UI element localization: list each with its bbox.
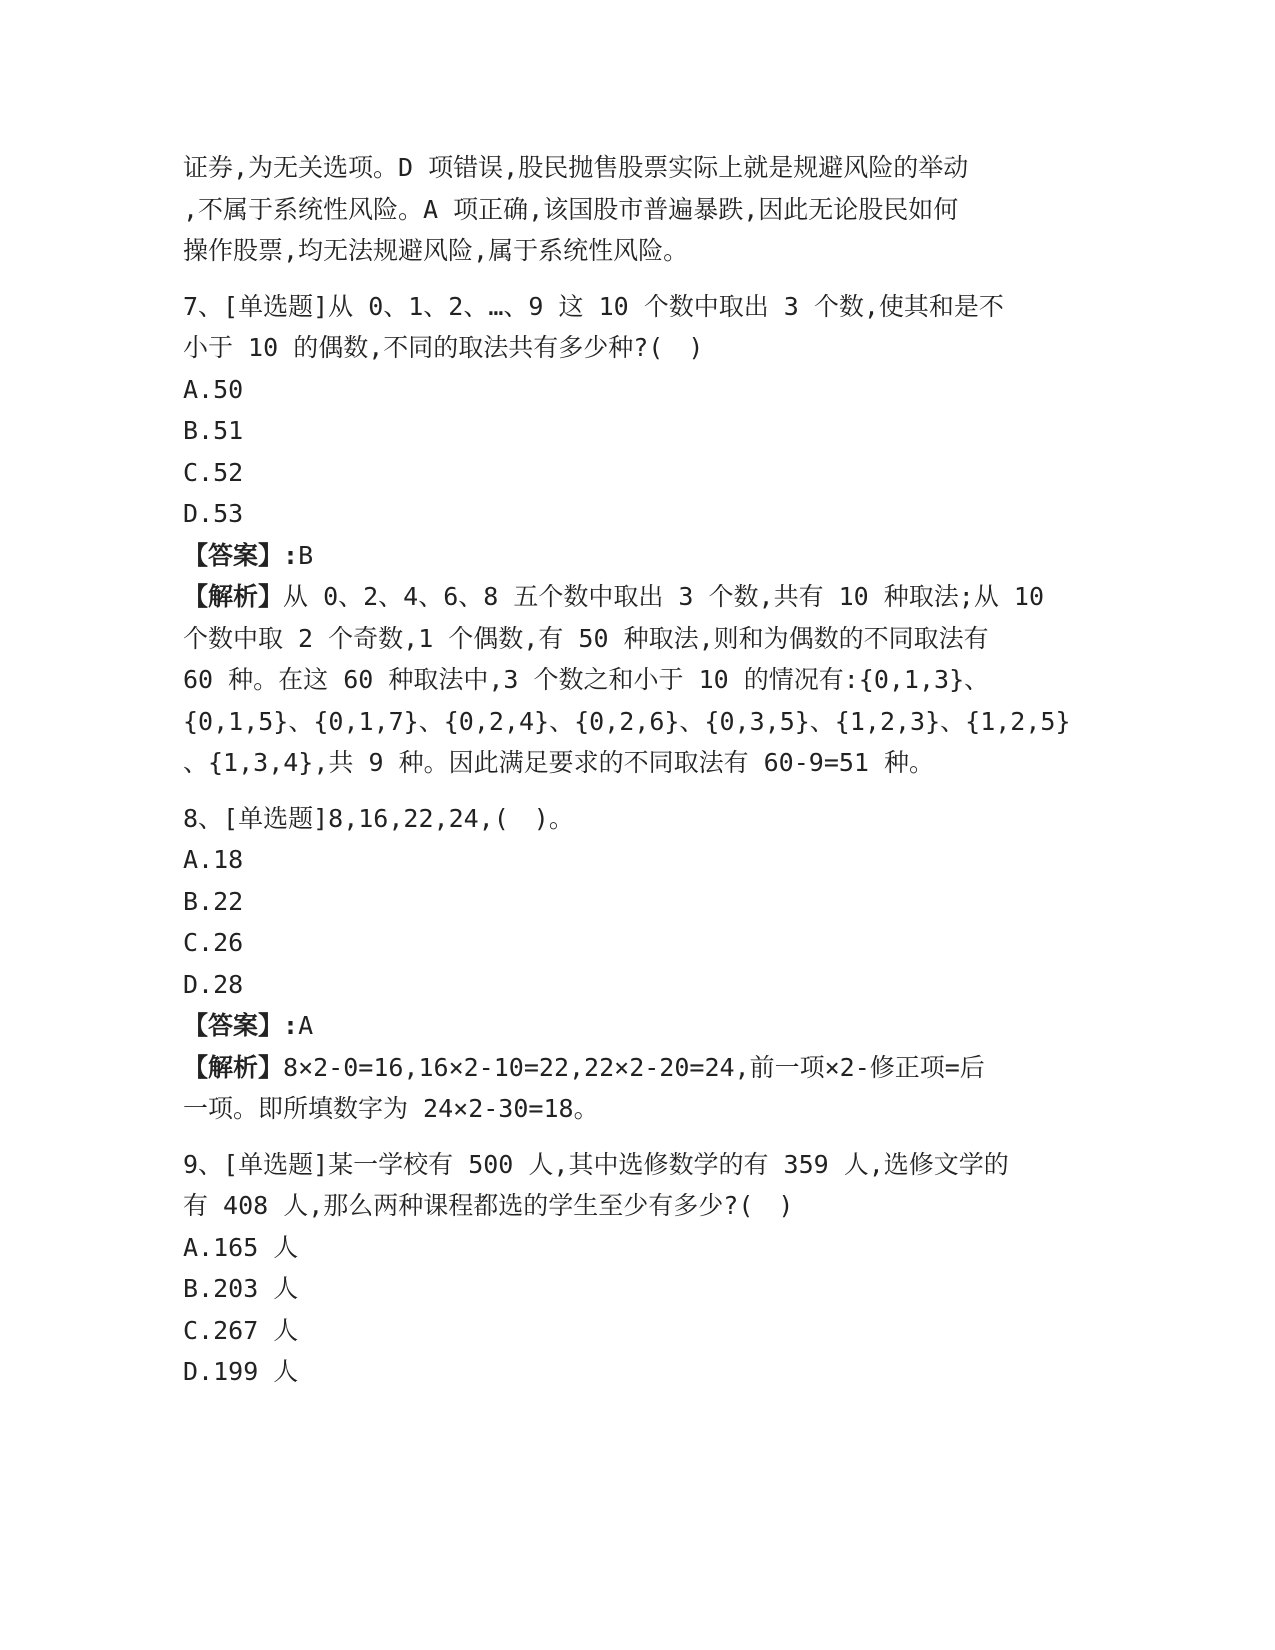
question-stem: 8、[单选题]8,16,22,24,( )。 bbox=[183, 803, 574, 833]
question-stem: 小于 10 的偶数,不同的取法共有多少种?( ) bbox=[183, 333, 704, 362]
analysis-text: {0,1,5}、{0,1,7}、{0,2,4}、{0,2,6}、{0,3,5}、{1,2,3}、{1,2,5} bbox=[183, 706, 1071, 736]
option-a: A.165 人 bbox=[183, 1232, 299, 1262]
option-d: D.53 bbox=[183, 499, 244, 528]
question-9 bbox=[183, 1144, 1083, 1393]
option-d: D.199 人 bbox=[183, 1357, 299, 1386]
answer-label: 【答案】: bbox=[183, 540, 299, 570]
question-stem: 有 408 人,那么两种课程都选的学生至少有多少?( ) bbox=[183, 1191, 794, 1220]
document-content bbox=[183, 147, 1083, 1393]
intro-paragraph bbox=[183, 147, 1083, 272]
answer-label: 【答案】: bbox=[183, 1011, 299, 1040]
text-line: 证券,为无关选项。D 项错误,股民抛售股票实际上就是规避风险的举动 bbox=[183, 153, 969, 182]
analysis-text: 个数中取 2 个奇数,1 个偶数,有 50 种取法,则和为偶数的不同取法有 bbox=[183, 623, 989, 653]
analysis-text: 一项。即所填数字为 24×2-30=18。 bbox=[183, 1094, 599, 1123]
analysis-line bbox=[183, 576, 1083, 618]
answer-line bbox=[183, 1005, 1083, 1047]
answer-value: A bbox=[298, 1011, 314, 1040]
option-b: B.22 bbox=[183, 886, 244, 916]
option-c: C.26 bbox=[183, 928, 244, 957]
analysis-text: 从 0、2、4、6、8 五个数中取出 3 个数,共有 10 种取法;从 10 bbox=[283, 582, 1044, 611]
option-b: B.203 人 bbox=[183, 1274, 299, 1303]
option-c: C.267 人 bbox=[183, 1315, 299, 1345]
analysis-text: 、{1,3,4},共 9 种。因此满足要求的不同取法有 60-9=51 种。 bbox=[183, 748, 935, 777]
analysis-text: 8×2-0=16,16×2-10=22,22×2-20=24,前一项×2-修正项=后 bbox=[283, 1052, 985, 1082]
question-8 bbox=[183, 798, 1083, 1130]
analysis-label: 【解析】 bbox=[183, 582, 284, 611]
option-d: D.28 bbox=[183, 969, 244, 999]
option-b: B.51 bbox=[183, 416, 244, 445]
option-a: A.50 bbox=[183, 374, 244, 404]
answer-line bbox=[183, 535, 1083, 577]
text-line: ,不属于系统性风险。A 项正确,该国股市普遍暴跌,因此无论股民如何 bbox=[183, 194, 959, 224]
analysis-text: 60 种。在这 60 种取法中,3 个数之和小于 10 的情况有:{0,1,3}、 bbox=[183, 665, 990, 694]
text-line: 操作股票,均无法规避风险,属于系统性风险。 bbox=[183, 236, 689, 265]
question-7 bbox=[183, 286, 1083, 784]
analysis-line bbox=[183, 1047, 1083, 1089]
question-stem: 9、[单选题]某一学校有 500 人,其中选修数学的有 359 人,选修文学的 bbox=[183, 1149, 1009, 1179]
option-a: A.18 bbox=[183, 845, 244, 874]
answer-value: B bbox=[298, 540, 314, 570]
analysis-label: 【解析】 bbox=[183, 1052, 284, 1082]
option-c: C.52 bbox=[183, 457, 244, 487]
question-stem: 7、[单选题]从 0、1、2、…、9 这 10 个数中取出 3 个数,使其和是不 bbox=[183, 291, 1004, 321]
